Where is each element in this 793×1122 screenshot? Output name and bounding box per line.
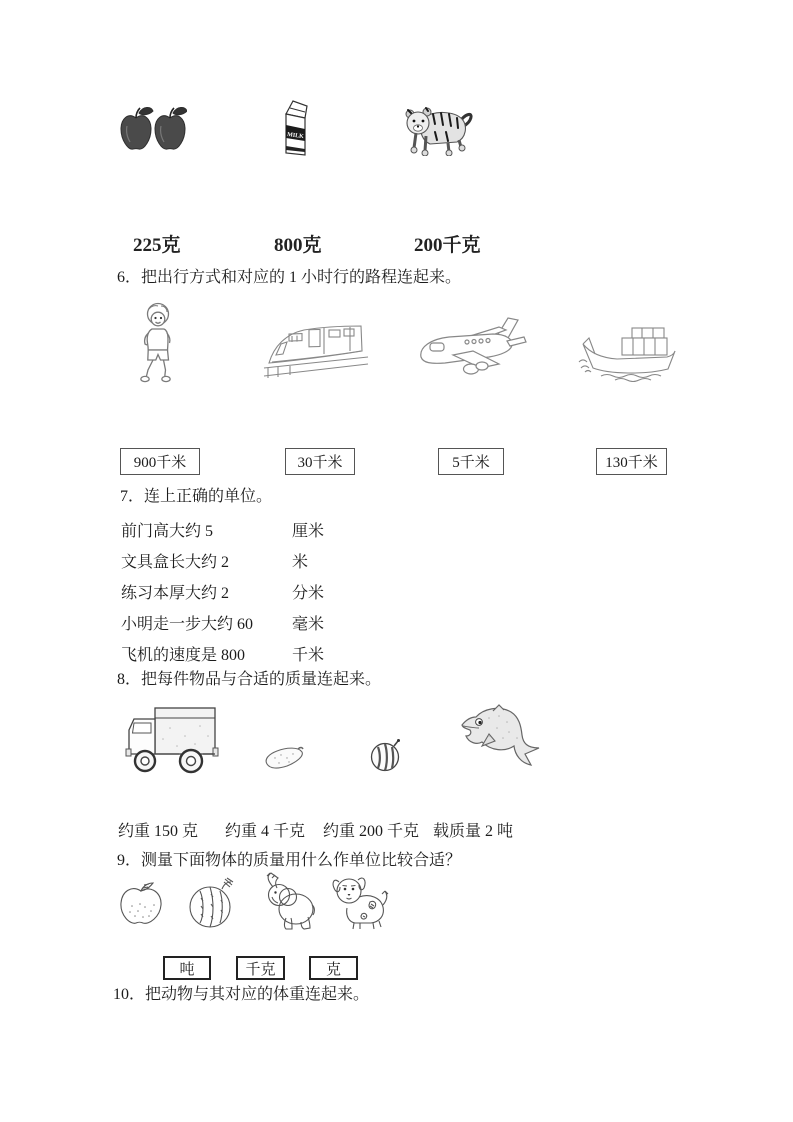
truck-image (125, 706, 219, 774)
question-8-title: 8．把每件物品与合适的质量连起来。 (117, 671, 382, 688)
airplane-image (415, 314, 529, 384)
weight-label-apples: 225克 (133, 235, 181, 256)
question-6-title: 6．把出行方式和对应的 1 小时行的路程连起来。 (117, 269, 462, 286)
milk-text: MILK (286, 132, 305, 141)
watermelon-image (188, 876, 235, 929)
walking-child-image (137, 302, 179, 384)
high-speed-train-image (262, 318, 370, 382)
q7-item-text: 文具盒长大约 2 (121, 554, 230, 571)
question-10-title: 10．把动物与其对应的体重连起来。 (113, 986, 370, 1003)
question-9-title: 9．测量下面物体的质量用什么作单位比较合适？ (117, 852, 462, 869)
q7-item-text: 前门高大约 5 (121, 523, 214, 540)
q7-unit-text: 厘米 (292, 523, 325, 540)
option-box-900km: 900千米 (120, 448, 200, 475)
unit-box-g: 克 (309, 956, 358, 980)
q8-label-4kg: 约重 4 千克 (225, 823, 306, 840)
q7-unit-text: 分米 (292, 585, 325, 602)
q7-unit-text: 千米 (292, 647, 325, 664)
q8-label-2t: 载质量 2 吨 (433, 823, 514, 840)
q7-item-text: 小明走一步大约 60 (121, 616, 254, 633)
q7-item-text: 练习本厚大约 2 (121, 585, 230, 602)
option-box-5km: 5千米 (438, 448, 504, 475)
milk-carton-image (281, 99, 311, 159)
dolphin-image (459, 704, 543, 770)
weight-label-milk: 800克 (274, 235, 322, 256)
puppy-image (330, 874, 390, 930)
unit-box-ton: 吨 (163, 956, 211, 980)
two-apples-image (119, 104, 187, 156)
tiger-image (402, 102, 474, 156)
q7-unit-text: 米 (292, 554, 309, 571)
ship-image (575, 324, 679, 382)
weight-label-tiger: 200千克 (414, 235, 481, 256)
unit-box-kg: 千克 (236, 956, 285, 980)
question-7-title: 7．连上正确的单位。 (120, 488, 273, 505)
q7-item-text: 飞机的速度是 800 (121, 647, 246, 664)
elephant-image (255, 872, 315, 930)
cucumber-image (263, 744, 305, 774)
watermelon-ball-image (370, 738, 402, 772)
option-box-30km: 30千米 (285, 448, 355, 475)
q7-unit-text: 毫米 (292, 616, 325, 633)
apple-outline-image (118, 880, 165, 928)
q8-label-150g: 约重 150 克 (118, 823, 199, 840)
option-box-130km: 130千米 (596, 448, 667, 475)
q8-label-200kg: 约重 200 千克 (323, 823, 420, 840)
